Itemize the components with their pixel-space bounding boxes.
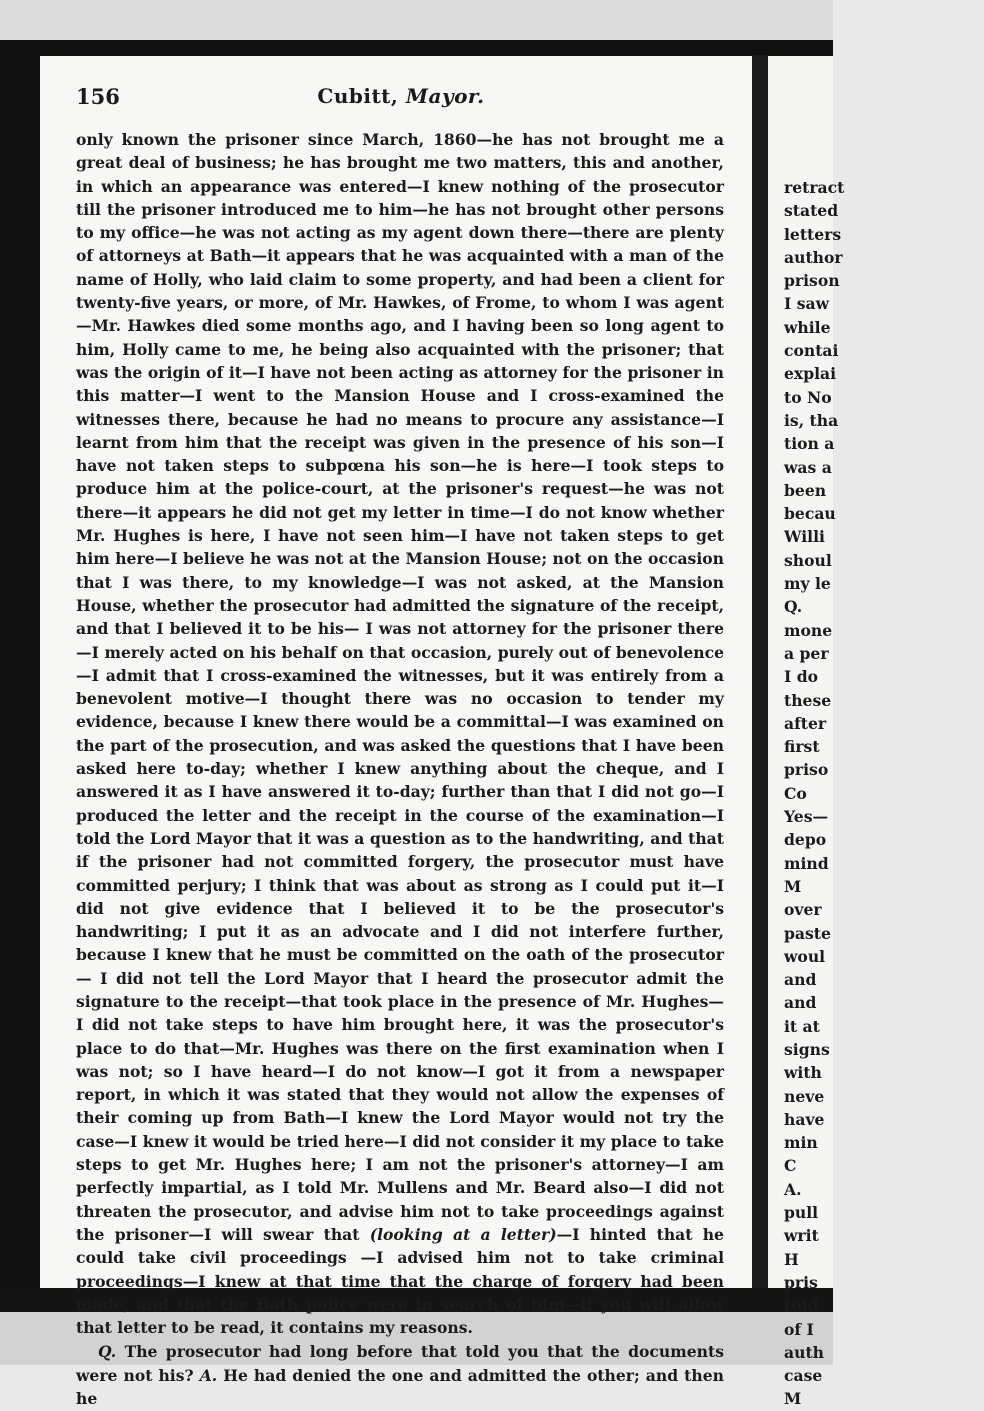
right-page-line: writ [784,1226,819,1246]
right-page-line: of I [784,1319,814,1339]
body-text [76,128,724,1410]
right-page-line: over [784,900,822,920]
right-page-line: paste [784,923,831,943]
right-page-line: been [784,480,827,500]
right-page-line: a per [784,643,829,663]
right-page-line: M [784,1389,802,1409]
right-page-line: Co [784,783,807,803]
right-page-line: signs [784,1039,830,1059]
right-page-line: min [784,1133,818,1153]
right-page-line: case [784,1366,823,1386]
right-page-line: after [784,713,827,733]
running-head [76,84,726,108]
right-page-line: pull [784,1203,819,1223]
right-page-line: and [784,970,817,990]
stage-direction: (looking at a letter) [369,1224,557,1244]
right-page-line: while [784,317,831,337]
right-page-line: mone [784,620,833,640]
right-page-line: H [784,1249,799,1269]
right-page-line: was a [784,457,832,477]
running-head-name: Cubitt, [317,84,399,108]
right-page-line: Yes— [784,807,829,827]
right-page-line: I saw [784,294,830,314]
right-page-line: tion a [784,434,835,454]
right-page-line: Willi [784,527,825,547]
right-page-line: letters [784,224,842,244]
right-page-line: shoul [784,550,832,570]
right-page-line: it at [784,1016,820,1036]
right-page-line: these [784,690,832,710]
right-page-line: retract [784,178,845,197]
answer-label: A. [199,1365,218,1385]
right-page-line: M [784,876,802,896]
right-page-line: explai [784,364,837,384]
right-page-line: author [784,247,843,267]
right-page-line: C [784,1156,797,1176]
question-text: The prosecutor had long before that told you that the documents were not his? [76,1342,724,1385]
question-label: Q. [98,1342,117,1362]
right-page-line: my le [784,574,831,594]
right-page-line: woul [784,946,826,966]
right-page-line: Q. [784,597,803,617]
question-answer-paragraph [76,1340,724,1410]
running-head-title: Mayor. [405,84,485,108]
right-page [768,56,845,1409]
right-page-line: A. [784,1179,802,1199]
right-page-line: becau [784,504,836,524]
testimony-paragraph [76,128,724,1339]
right-page-line: is, tha [784,410,839,430]
right-page-line: priso [784,760,829,780]
answer-text: He had denied the one and admitted the other; and then he [76,1365,724,1409]
page-number: 156 [76,84,120,109]
right-page-line: with [784,1063,822,1083]
right-page-line: prison [784,271,840,291]
right-page-line: have [784,1109,825,1129]
right-page-line: stated [784,201,839,221]
right-page-line: and [784,993,817,1013]
scan-frame-left [0,40,40,1302]
testimony-text-end: —I hinted that he could take civil proceedings —I advised him not to take criminal proceedings—I knew at that time that the charge of forgery had been made, and that the Bath police were in search of him—if you will allow that letter to be read, it contains my reasons. [76,1224,724,1338]
right-page-line: first [784,737,820,757]
right-page-line: contai [784,341,839,361]
right-page-line: pris [784,1272,818,1292]
right-page-fragments [784,176,984,1411]
right-page-line: told [784,1296,819,1316]
right-page-line: neve [784,1086,825,1106]
right-page-line: auth [784,1342,824,1362]
book-gutter [752,55,768,1290]
page-header [76,80,726,110]
right-page-line: I do [784,667,819,687]
testimony-text: only known the prisoner since March, 1860—he has not brought me a great deal of business; he has brought me two matters, this and another, in which an appearance was entered—I knew nothing of the prosecutor till the prisoner introduced me to him—he has not brought other persons to my office—he was not acting as my agent down there—there are plenty of attorneys at Bath—it appears that he was acquainted with a man of the name of Holly, who laid claim to some property, and had been a client for twenty-five years, or more, of Mr. Hawkes, of Frome, to whom I was agent —Mr. Hawkes died some months ago, and I having been so long agent to him, Holly came to me, he being also acquainted with the prisoner; that was the origin of it—I have not been acting as attorney for the prisoner in this matter—I went to the Mansion House and I cross-examined the witnesses there, because he had no means to procure any assistance—I learnt from him that the receipt was given in the presence of his son—I have not taken steps to subpœna his son—he is here—I took steps to produce him at the police-court, at the prisoner's request—he was not there—it appears he did not get my letter in time—I do not know whether Mr. Hughes is here, I have not seen him—I have not taken steps to get him here—I believe he was not at the Mansion House; not on the occasion that I was there, to my knowledge—I was not asked, at the Mansion House, whether the prosecutor had admitted the signature of the receipt, and that I believed it to be his— I was not attorney for the prisoner there—I merely acted on his behalf on that occasion, purely out of benevolence—I admit that I cross-examined the witnesses, but it was entirely from a benevolent motive—I thought there was no occasion to tender my evidence, because I knew there would be a committal—I was examined on the part of the prosecution, and was asked the questions that I have been asked here to-day; whether I knew anything about the cheque, and I answered it as I have answered it to-day; further than that I did not go—I produced the letter and the receipt in the course of the examination—I told the Lord Mayor that it was a question as to the handwriting, and that if the prisoner had not committed forgery, the prosecutor must have committed perjury; I think that was about as strong as I could put it—I did not give evidence that I believed it to be the prosecutor's handwriting; I put it as an advocate and I did not interfere further, because I knew that he must be committed on the oath of the prosecutor— I did not tell the Lord Mayor that I heard the prosecutor admit the signature to the receipt—that took place in the presence of Mr. Hughes—I did not take steps to have him brought here, it was the prosecutor's place to do that—Mr. Hughes was there on the first examination when I was not; so I have heard—I do not know—I got it from a newspaper report, in which it was stated that they would not allow the expenses of their coming up from Bath—I knew the Lord Mayor would not try the case—I knew it would be tried here—I did not consider it my place to take steps to get Mr. Hughes here; I am not the prisoner's attorney—I am perfectly impartial, as I told Mr. Mullens and Mr. Beard also—I did not threaten the prosecutor, and advise him not to take proceedings against the prisoner—I will swear that [76,130,724,1244]
right-page-line: mind [784,853,829,873]
right-page-line: depo [784,830,827,850]
right-page-line: to No [784,387,832,407]
